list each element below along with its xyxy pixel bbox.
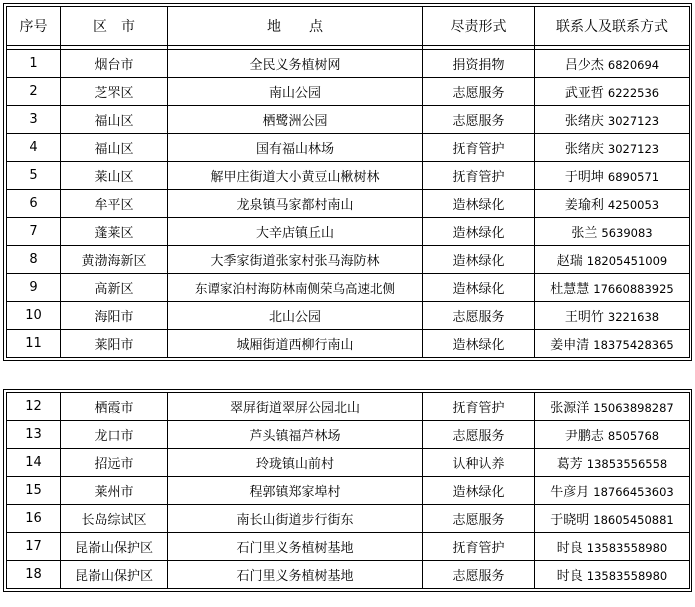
- cell-district: 福山区: [61, 134, 168, 162]
- table-row: [7, 162, 690, 190]
- contact-phone: 17660883925: [593, 282, 674, 296]
- table-row: [7, 190, 690, 218]
- table-row: [7, 393, 690, 421]
- cell-form: 造林绿化: [423, 330, 535, 358]
- table-row: [7, 505, 690, 533]
- cell-seq: 7: [7, 218, 61, 246]
- cell-district: 招远市: [61, 449, 168, 477]
- table-row: [7, 274, 690, 302]
- cell-form: 抚育管护: [423, 393, 535, 421]
- cell-seq: 4: [7, 134, 61, 162]
- cell-location: 石门里义务植树基地: [168, 561, 423, 589]
- contact-phone: 6820694: [607, 58, 660, 72]
- cell-contact: [535, 78, 690, 106]
- cell-district: 芝罘区: [61, 78, 168, 106]
- table-block-bottom: [3, 389, 692, 592]
- cell-location: 南山公园: [168, 78, 423, 106]
- cell-location: 芦头镇福芦林场: [168, 421, 423, 449]
- cell-form: 造林绿化: [423, 246, 535, 274]
- cell-form: 志愿服务: [423, 505, 535, 533]
- cell-seq: 5: [7, 162, 61, 190]
- header-row: [7, 7, 690, 46]
- cell-district: 莱阳市: [61, 330, 168, 358]
- cell-contact: [535, 505, 690, 533]
- cell-form: 志愿服务: [423, 302, 535, 330]
- contact-name: 姜瑜利: [564, 198, 604, 213]
- cell-location: 玲珑镇山前村: [168, 449, 423, 477]
- cell-form: 抚育管护: [423, 134, 535, 162]
- contact-phone: 13583558980: [586, 541, 668, 555]
- contact-phone: 18375428365: [593, 338, 674, 352]
- cell-location: 栖鹭洲公园: [168, 106, 423, 134]
- contact-name: 张兰: [571, 226, 598, 241]
- cell-district: 蓬莱区: [61, 218, 168, 246]
- planting-table-bottom: [6, 392, 690, 589]
- cell-location: 东谭家泊村海防林南侧荣乌高速北侧: [168, 274, 423, 302]
- contact-name: 尹鹏志: [564, 429, 604, 444]
- cell-district: 牟平区: [61, 190, 168, 218]
- cell-seq: 18: [7, 561, 61, 589]
- cell-form: 志愿服务: [423, 421, 535, 449]
- header-contact: 联系人及联系方式: [535, 7, 690, 46]
- cell-location: 石门里义务植树基地: [168, 533, 423, 561]
- cell-contact: [535, 449, 690, 477]
- cell-seq: 10: [7, 302, 61, 330]
- cell-form: 志愿服务: [423, 78, 535, 106]
- cell-form: 造林绿化: [423, 274, 535, 302]
- contact-phone: 8505768: [607, 429, 660, 443]
- cell-location: 城厢街道西柳行南山: [168, 330, 423, 358]
- cell-location: 龙泉镇马家都村南山: [168, 190, 423, 218]
- header-location: 地 点: [168, 7, 423, 46]
- cell-district: 昆嵛山保护区: [61, 533, 168, 561]
- cell-district: 长岛综试区: [61, 505, 168, 533]
- header-form: 尽责形式: [423, 7, 535, 46]
- cell-contact: [535, 190, 690, 218]
- contact-name: 张源洋: [550, 401, 590, 416]
- cell-contact: [535, 246, 690, 274]
- table-row: [7, 449, 690, 477]
- cell-seq: 14: [7, 449, 61, 477]
- cell-seq: 17: [7, 533, 61, 561]
- contact-phone: 6890571: [607, 170, 660, 184]
- cell-contact: [535, 330, 690, 358]
- cell-form: 志愿服务: [423, 561, 535, 589]
- contact-phone: 18766453603: [593, 485, 674, 499]
- cell-location: 翠屏街道翠屏公园北山: [168, 393, 423, 421]
- contact-name: 姜申清: [550, 338, 590, 353]
- cell-location: 全民义务植树网: [168, 50, 423, 78]
- cell-form: 志愿服务: [423, 106, 535, 134]
- contact-name: 于明坤: [564, 170, 604, 185]
- contact-name: 武亚哲: [564, 86, 604, 101]
- table-row: [7, 302, 690, 330]
- cell-contact: [535, 302, 690, 330]
- cell-seq: 6: [7, 190, 61, 218]
- table-body-bottom: [7, 393, 690, 589]
- cell-seq: 11: [7, 330, 61, 358]
- contact-phone: 3027123: [607, 142, 660, 156]
- cell-district: 栖霞市: [61, 393, 168, 421]
- contact-phone: 5639083: [601, 226, 653, 240]
- cell-contact: [535, 393, 690, 421]
- cell-seq: 16: [7, 505, 61, 533]
- cell-contact: [535, 561, 690, 589]
- contact-name: 张绪庆: [564, 114, 604, 129]
- contact-phone: 18205451009: [586, 254, 668, 268]
- cell-location: 大辛店镇丘山: [168, 218, 423, 246]
- table-row: [7, 50, 690, 78]
- cell-seq: 13: [7, 421, 61, 449]
- contact-name: 葛芳: [556, 457, 583, 472]
- contact-name: 吕少杰: [564, 58, 604, 73]
- cell-location: 国有福山林场: [168, 134, 423, 162]
- cell-contact: [535, 274, 690, 302]
- contact-phone: 6222536: [607, 86, 660, 100]
- cell-district: 黄渤海新区: [61, 246, 168, 274]
- contact-name: 赵瑞: [556, 254, 583, 269]
- table-block-top: [3, 3, 692, 361]
- table-row: [7, 134, 690, 162]
- contact-phone: 13853556558: [586, 457, 668, 471]
- contact-phone: 3221638: [607, 310, 660, 324]
- cell-location: 程郭镇郑家埠村: [168, 477, 423, 505]
- table-row: [7, 561, 690, 589]
- table-row: [7, 78, 690, 106]
- contact-phone: 15063898287: [593, 401, 674, 415]
- cell-district: 莱州市: [61, 477, 168, 505]
- table-row: [7, 246, 690, 274]
- cell-contact: [535, 50, 690, 78]
- cell-district: 海阳市: [61, 302, 168, 330]
- cell-seq: 15: [7, 477, 61, 505]
- planting-table-top: [6, 6, 690, 358]
- cell-form: 造林绿化: [423, 190, 535, 218]
- table-row: [7, 218, 690, 246]
- cell-district: 福山区: [61, 106, 168, 134]
- cell-form: 造林绿化: [423, 477, 535, 505]
- contact-phone: 13583558980: [586, 569, 668, 583]
- cell-form: 造林绿化: [423, 218, 535, 246]
- cell-seq: 9: [7, 274, 61, 302]
- cell-seq: 2: [7, 78, 61, 106]
- contact-phone: 18605450881: [593, 513, 674, 527]
- contact-name: 牛彦月: [550, 485, 590, 500]
- cell-seq: 3: [7, 106, 61, 134]
- cell-location: 南长山街道步行街东: [168, 505, 423, 533]
- cell-form: 捐资捐物: [423, 50, 535, 78]
- contact-name: 时良: [556, 569, 583, 584]
- cell-seq: 1: [7, 50, 61, 78]
- header-district: 区 市: [61, 7, 168, 46]
- table-row: [7, 533, 690, 561]
- contact-name: 杜慧慧: [550, 282, 590, 297]
- contact-name: 时良: [556, 541, 583, 556]
- contact-phone: 3027123: [607, 114, 660, 128]
- cell-seq: 12: [7, 393, 61, 421]
- cell-district: 昆嵛山保护区: [61, 561, 168, 589]
- cell-contact: [535, 134, 690, 162]
- cell-contact: [535, 106, 690, 134]
- table-row: [7, 477, 690, 505]
- cell-form: 抚育管护: [423, 162, 535, 190]
- cell-district: 烟台市: [61, 50, 168, 78]
- cell-contact: [535, 162, 690, 190]
- cell-district: 莱山区: [61, 162, 168, 190]
- cell-seq: 8: [7, 246, 61, 274]
- cell-form: 抚育管护: [423, 533, 535, 561]
- cell-district: 龙口市: [61, 421, 168, 449]
- cell-contact: [535, 477, 690, 505]
- cell-location: 解甲庄街道大小黄豆山楸树林: [168, 162, 423, 190]
- contact-name: 于晓明: [550, 513, 590, 528]
- cell-district: 高新区: [61, 274, 168, 302]
- table-row: [7, 106, 690, 134]
- table-body-top: [7, 50, 690, 358]
- cell-location: 大季家街道张家村张马海防林: [168, 246, 423, 274]
- table-row: [7, 421, 690, 449]
- contact-name: 王明竹: [564, 310, 604, 325]
- contact-phone: 4250053: [607, 198, 660, 212]
- cell-contact: [535, 421, 690, 449]
- table-row: [7, 330, 690, 358]
- header-seq: 序号: [7, 7, 61, 46]
- cell-contact: [535, 218, 690, 246]
- cell-contact: [535, 533, 690, 561]
- cell-form: 认种认养: [423, 449, 535, 477]
- contact-name: 张绪庆: [564, 142, 604, 157]
- cell-location: 北山公园: [168, 302, 423, 330]
